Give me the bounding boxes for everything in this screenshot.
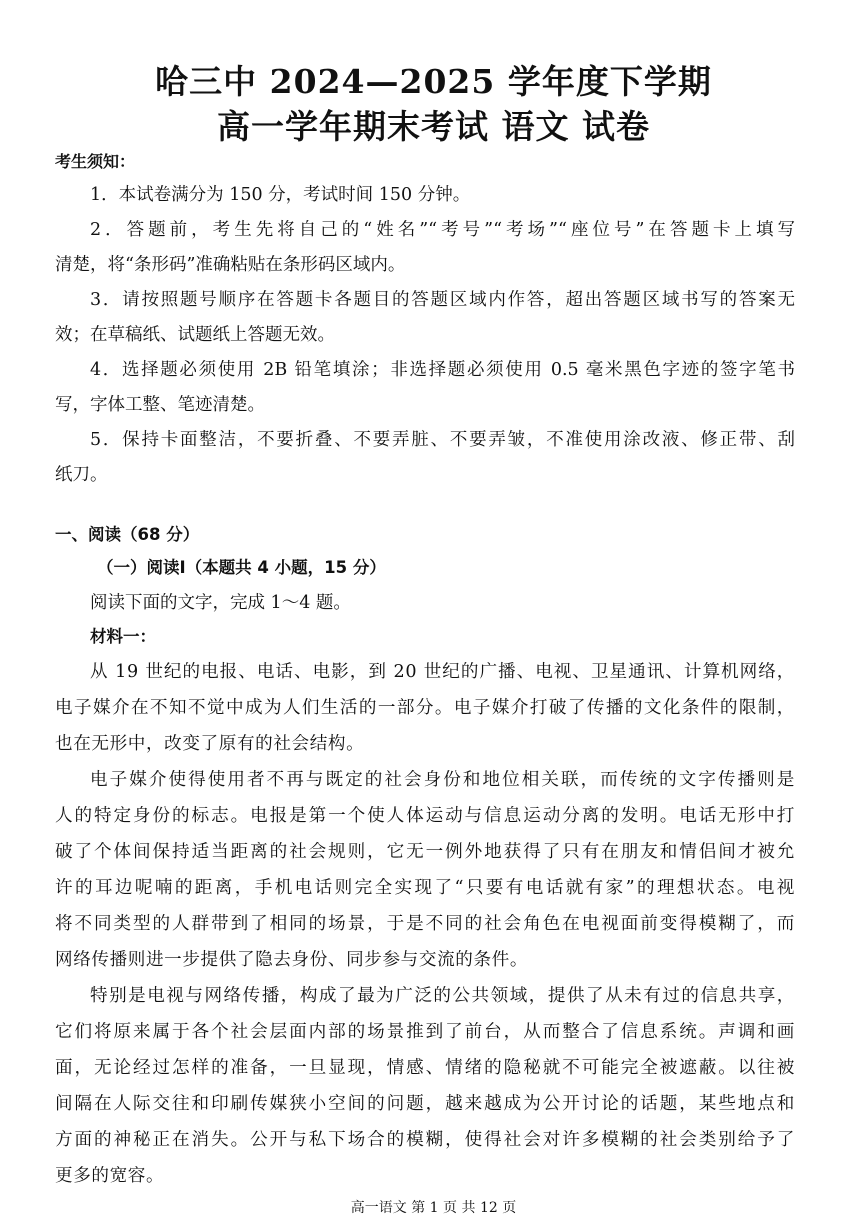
- passage-line: 电子媒介使得使用者不再与既定的社会身份和地位相关联，而传统的文字传播则是: [90, 770, 795, 790]
- notice-item-3-cont: 效；在草稿纸、试题纸上答题无效。: [55, 325, 335, 345]
- passage-line: 特别是电视与网络传播，构成了最为广泛的公共领域，提供了从未有过的信息共享，: [90, 986, 795, 1006]
- passage-line: 间隔在人际交往和印刷传媒狭小空间的问题，越来越成为公开讨论的话题，某些地点和: [55, 1094, 795, 1114]
- notice-item-5-cont: 纸刀。: [55, 465, 108, 485]
- passage-line: 从 19 世纪的电报、电话、电影，到 20 世纪的广播、电视、卫星通讯、计算机网络，: [90, 662, 795, 682]
- exam-title-line1: 哈三中 2024—2025 学年度下学期: [155, 62, 712, 101]
- passage-line: 方面的神秘正在消失。公开与私下场合的模糊，使得社会对许多模糊的社会类别给予了: [55, 1130, 795, 1150]
- notice-item-4-cont: 写，字体工整、笔迹清楚。: [55, 395, 265, 415]
- passage-line: 更多的宽容。: [55, 1166, 165, 1186]
- passage-line: 破了个体间保持适当距离的社会规则，它无一例外地获得了只有在朋友和情侣间才被允: [55, 842, 795, 862]
- notice-item-3: 3．请按照题号顺序在答题卡各题目的答题区域内作答，超出答题区域书写的答案无: [90, 290, 795, 310]
- notice-heading: 考生须知：: [55, 152, 136, 171]
- material-label: 材料一：: [90, 627, 156, 646]
- page-footer: 高一语文 第 1 页 共 12 页: [350, 1200, 517, 1216]
- section-instruction: 阅读下面的文字，完成 1～4 题。: [90, 593, 351, 613]
- exam-title-line2: 高一学年期末考试 语文 试卷: [217, 107, 650, 146]
- section-subheading: （一）阅读Ⅰ（本题共 4 小题，15 分）: [97, 558, 386, 577]
- passage-line: 也在无形中，改变了原有的社会结构。: [55, 734, 365, 754]
- passage-line: 面，无论经过怎样的准备，一旦显现，情感、情绪的隐秘就不可能完全被遮蔽。以往被: [55, 1058, 795, 1078]
- notice-item-2-cont: 清楚，将“条形码”准确粘贴在条形码区域内。: [55, 255, 406, 275]
- passage-line: 电子媒介在不知不觉中成为人们生活的一部分。电子媒介打破了传播的文化条件的限制，: [55, 698, 795, 718]
- passage-line: 它们将原来属于各个社会层面内部的场景推到了前台，从而整合了信息系统。声调和画: [55, 1022, 795, 1042]
- notice-item-2: 2．答题前，考生先将自己的“姓名”“考号”“考场”“座位号”在答题卡上填写: [90, 220, 795, 240]
- notice-item-5: 5．保持卡面整洁，不要折叠、不要弄脏、不要弄皱，不准使用涂改液、修正带、刮: [90, 430, 795, 450]
- section-heading: 一、阅读（68 分）: [55, 525, 200, 544]
- passage-line: 许的耳边呢喃的距离，手机电话则完全实现了“只要有电话就有家”的理想状态。电视: [55, 878, 795, 898]
- notice-item-1: 1．本试卷满分为 150 分，考试时间 150 分钟。: [90, 185, 471, 205]
- passage-line: 人的特定身份的标志。电报是第一个使人体运动与信息运动分离的发明。电话无形中打: [55, 806, 795, 826]
- passage-line: 网络传播则进一步提供了隐去身份、同步参与交流的条件。: [55, 950, 529, 970]
- passage-line: 将不同类型的人群带到了相同的场景，于是不同的社会角色在电视面前变得模糊了，而: [55, 914, 795, 934]
- notice-item-4: 4．选择题必须使用 2B 铅笔填涂；非选择题必须使用 0.5 毫米黑色字迹的签字笔书: [90, 360, 795, 380]
